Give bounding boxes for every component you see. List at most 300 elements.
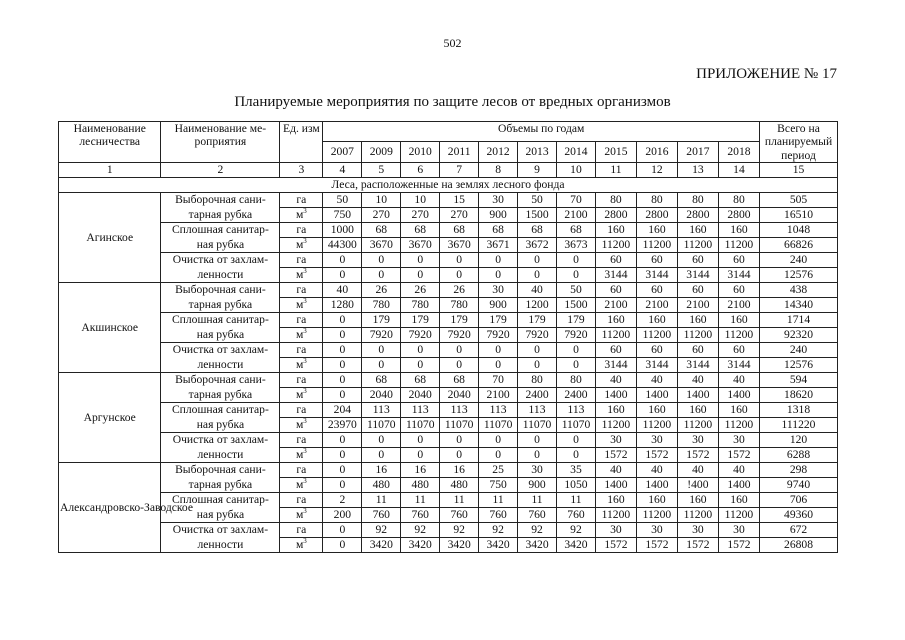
year-header: 2012: [479, 142, 518, 163]
value-cell: 760: [518, 507, 557, 522]
forestry-name: Акшинское: [59, 282, 161, 372]
value-cell: 0: [323, 537, 362, 552]
unit-cell: [280, 342, 323, 357]
cubic-superscript: 3: [303, 297, 307, 306]
value-cell: 113: [479, 402, 518, 417]
value-cell: 2: [323, 492, 362, 507]
protection-measures-table: [58, 121, 838, 553]
value-cell: 0: [518, 432, 557, 447]
cubic-superscript: 3: [303, 207, 307, 216]
total-cell: 12576: [760, 357, 838, 372]
column-number: 5: [362, 162, 401, 177]
value-cell: 0: [440, 357, 479, 372]
total-cell: 594: [760, 372, 838, 387]
unit-cell: [280, 237, 323, 252]
value-cell: 60: [595, 282, 636, 297]
activity-name: Сплошная санитар-: [161, 492, 280, 507]
header-activity: Наименование ме- роприятия: [161, 122, 280, 163]
value-cell: 0: [479, 357, 518, 372]
value-cell: 160: [636, 312, 677, 327]
value-cell: 160: [595, 312, 636, 327]
value-cell: 30: [518, 462, 557, 477]
value-cell: 113: [401, 402, 440, 417]
value-cell: 160: [677, 492, 718, 507]
value-cell: 0: [440, 252, 479, 267]
activity-name: Выборочная сани-: [161, 462, 280, 477]
value-cell: 3420: [440, 537, 479, 552]
table-row: [59, 267, 838, 282]
cubic-superscript: 3: [303, 327, 307, 336]
unit-text: га: [296, 433, 307, 447]
unit-cell: [280, 522, 323, 537]
value-cell: 50: [557, 282, 596, 297]
value-cell: 3670: [362, 237, 401, 252]
value-cell: 40: [677, 372, 718, 387]
value-cell: !400: [677, 477, 718, 492]
value-cell: 1400: [636, 477, 677, 492]
column-number: 14: [718, 162, 759, 177]
value-cell: 3673: [557, 237, 596, 252]
value-cell: 23970: [323, 417, 362, 432]
value-cell: 40: [518, 282, 557, 297]
value-cell: 11200: [636, 327, 677, 342]
table-row: [59, 462, 838, 477]
value-cell: 30: [636, 522, 677, 537]
value-cell: 2040: [362, 387, 401, 402]
unit-text: га: [296, 373, 307, 387]
value-cell: 113: [557, 402, 596, 417]
value-cell: 200: [323, 507, 362, 522]
value-cell: 2100: [557, 207, 596, 222]
value-cell: 16: [401, 462, 440, 477]
value-cell: 160: [677, 312, 718, 327]
value-cell: 0: [323, 312, 362, 327]
unit-text: м: [295, 508, 304, 522]
value-cell: 2800: [718, 207, 759, 222]
value-cell: 3672: [518, 237, 557, 252]
value-cell: 1400: [718, 387, 759, 402]
total-cell: 1048: [760, 222, 838, 237]
activity-name: Выборочная сани-: [161, 192, 280, 207]
value-cell: 40: [595, 372, 636, 387]
total-cell: 9740: [760, 477, 838, 492]
total-cell: 505: [760, 192, 838, 207]
forestry-name: Агинское: [59, 192, 161, 282]
header-forestry: Наименование лесничества: [59, 122, 161, 163]
value-cell: 16: [362, 462, 401, 477]
value-cell: 92: [518, 522, 557, 537]
total-cell: 240: [760, 342, 838, 357]
cubic-superscript: 3: [303, 387, 307, 396]
value-cell: 7920: [401, 327, 440, 342]
value-cell: 0: [401, 357, 440, 372]
total-cell: 111220: [760, 417, 838, 432]
activity-name: Сплошная санитар-: [161, 402, 280, 417]
activity-name: ленности: [161, 267, 280, 282]
value-cell: 7920: [440, 327, 479, 342]
unit-text: м: [295, 538, 304, 552]
value-cell: 35: [557, 462, 596, 477]
cubic-superscript: 3: [303, 537, 307, 546]
value-cell: 70: [479, 372, 518, 387]
value-cell: 160: [677, 402, 718, 417]
value-cell: 0: [518, 342, 557, 357]
value-cell: 11070: [479, 417, 518, 432]
unit-text: м: [295, 478, 304, 492]
column-number: 7: [440, 162, 479, 177]
value-cell: 160: [718, 492, 759, 507]
value-cell: 68: [479, 222, 518, 237]
activity-name: Выборочная сани-: [161, 282, 280, 297]
activity-name: ная рубка: [161, 507, 280, 522]
value-cell: 30: [636, 432, 677, 447]
value-cell: 160: [718, 312, 759, 327]
value-cell: 11200: [677, 327, 718, 342]
value-cell: 68: [440, 222, 479, 237]
value-cell: 11200: [677, 417, 718, 432]
column-number: 2: [161, 162, 280, 177]
value-cell: 0: [323, 327, 362, 342]
unit-text: м: [295, 448, 304, 462]
value-cell: 68: [557, 222, 596, 237]
unit-text: м: [295, 268, 304, 282]
value-cell: 40: [718, 372, 759, 387]
table-row: [59, 492, 838, 507]
table-row: [59, 192, 838, 207]
value-cell: 2100: [636, 297, 677, 312]
value-cell: 0: [401, 252, 440, 267]
unit-text: м: [295, 358, 304, 372]
value-cell: 68: [440, 372, 479, 387]
value-cell: 60: [636, 252, 677, 267]
value-cell: 68: [362, 222, 401, 237]
activity-name: тарная рубка: [161, 207, 280, 222]
value-cell: 40: [677, 462, 718, 477]
value-cell: 11200: [677, 507, 718, 522]
column-number: 10: [557, 162, 596, 177]
table-row: [59, 522, 838, 537]
cubic-superscript: 3: [303, 447, 307, 456]
value-cell: 11200: [636, 237, 677, 252]
value-cell: 92: [557, 522, 596, 537]
activity-name: Выборочная сани-: [161, 372, 280, 387]
value-cell: 40: [595, 462, 636, 477]
activity-name: Очистка от захлам-: [161, 252, 280, 267]
cubic-superscript: 3: [303, 417, 307, 426]
activity-name: Очистка от захлам-: [161, 522, 280, 537]
unit-cell: [280, 282, 323, 297]
value-cell: 30: [677, 432, 718, 447]
value-cell: 113: [362, 402, 401, 417]
value-cell: 2100: [718, 297, 759, 312]
value-cell: 3144: [595, 267, 636, 282]
value-cell: 160: [718, 222, 759, 237]
value-cell: 0: [479, 447, 518, 462]
value-cell: 160: [636, 492, 677, 507]
column-number: 13: [677, 162, 718, 177]
value-cell: 50: [323, 192, 362, 207]
value-cell: 0: [323, 447, 362, 462]
value-cell: 0: [362, 357, 401, 372]
value-cell: 0: [323, 387, 362, 402]
total-cell: 6288: [760, 447, 838, 462]
table-row: [59, 207, 838, 222]
value-cell: 1400: [718, 477, 759, 492]
value-cell: 760: [479, 507, 518, 522]
column-number: 6: [401, 162, 440, 177]
unit-cell: [280, 252, 323, 267]
value-cell: 2800: [595, 207, 636, 222]
unit-text: га: [296, 493, 307, 507]
value-cell: 11: [401, 492, 440, 507]
value-cell: 0: [440, 447, 479, 462]
table-row: [59, 342, 838, 357]
value-cell: 7920: [557, 327, 596, 342]
value-cell: 92: [479, 522, 518, 537]
value-cell: 25: [479, 462, 518, 477]
value-cell: 60: [677, 252, 718, 267]
value-cell: 1572: [677, 447, 718, 462]
value-cell: 270: [362, 207, 401, 222]
value-cell: 760: [362, 507, 401, 522]
value-cell: 1572: [595, 447, 636, 462]
value-cell: 0: [323, 372, 362, 387]
value-cell: 760: [440, 507, 479, 522]
value-cell: 0: [323, 432, 362, 447]
table-row: [59, 297, 838, 312]
value-cell: 2040: [401, 387, 440, 402]
header-volumes-by-year: Объемы по годам: [323, 122, 760, 142]
value-cell: 11200: [595, 327, 636, 342]
column-number: 3: [280, 162, 323, 177]
unit-cell: [280, 222, 323, 237]
page-number: 502: [443, 36, 462, 50]
table-row: [59, 417, 838, 432]
total-cell: 240: [760, 252, 838, 267]
value-cell: 2040: [440, 387, 479, 402]
value-cell: 0: [518, 252, 557, 267]
value-cell: 780: [362, 297, 401, 312]
year-header: 2017: [677, 142, 718, 163]
value-cell: 179: [518, 312, 557, 327]
value-cell: 0: [323, 252, 362, 267]
value-cell: 0: [323, 477, 362, 492]
value-cell: 1500: [518, 207, 557, 222]
value-cell: 80: [518, 372, 557, 387]
column-number: 15: [760, 162, 838, 177]
value-cell: 92: [362, 522, 401, 537]
value-cell: 1572: [718, 537, 759, 552]
value-cell: 80: [595, 192, 636, 207]
column-number: 9: [518, 162, 557, 177]
value-cell: 40: [636, 462, 677, 477]
value-cell: 0: [557, 252, 596, 267]
unit-cell: [280, 432, 323, 447]
value-cell: 7920: [362, 327, 401, 342]
table-row: [59, 327, 838, 342]
unit-cell: [280, 312, 323, 327]
header-total: Всего на планируемый период: [760, 122, 838, 163]
value-cell: 1400: [595, 387, 636, 402]
value-cell: 11070: [401, 417, 440, 432]
value-cell: 0: [557, 357, 596, 372]
value-cell: 3670: [440, 237, 479, 252]
activity-name: тарная рубка: [161, 297, 280, 312]
value-cell: 160: [636, 402, 677, 417]
value-cell: 0: [557, 447, 596, 462]
value-cell: 11070: [440, 417, 479, 432]
unit-text: га: [296, 283, 307, 297]
value-cell: 1572: [636, 447, 677, 462]
value-cell: 11200: [677, 237, 718, 252]
value-cell: 0: [362, 252, 401, 267]
value-cell: 3420: [401, 537, 440, 552]
value-cell: 0: [401, 342, 440, 357]
value-cell: 60: [718, 342, 759, 357]
total-cell: 49360: [760, 507, 838, 522]
year-header: 2010: [401, 142, 440, 163]
year-header: 2009: [362, 142, 401, 163]
value-cell: 11200: [718, 507, 759, 522]
value-cell: 15: [440, 192, 479, 207]
value-cell: 1200: [518, 297, 557, 312]
activity-name: тарная рубка: [161, 477, 280, 492]
unit-cell: [280, 477, 323, 492]
value-cell: 179: [557, 312, 596, 327]
activity-name: ная рубка: [161, 237, 280, 252]
value-cell: 1000: [323, 222, 362, 237]
value-cell: 2400: [518, 387, 557, 402]
activity-name: тарная рубка: [161, 387, 280, 402]
table-row: [59, 432, 838, 447]
value-cell: 2400: [557, 387, 596, 402]
value-cell: 113: [440, 402, 479, 417]
unit-text: м: [295, 238, 304, 252]
value-cell: 30: [479, 282, 518, 297]
total-cell: 672: [760, 522, 838, 537]
forestry-name: Александровско-Заводское: [59, 462, 161, 552]
value-cell: 3420: [557, 537, 596, 552]
value-cell: 11200: [636, 507, 677, 522]
value-cell: 0: [323, 522, 362, 537]
value-cell: 900: [479, 207, 518, 222]
value-cell: 1572: [718, 447, 759, 462]
value-cell: 26: [362, 282, 401, 297]
unit-text: га: [296, 343, 307, 357]
value-cell: 179: [479, 312, 518, 327]
activity-name: Сплошная санитар-: [161, 312, 280, 327]
value-cell: 113: [518, 402, 557, 417]
value-cell: 270: [440, 207, 479, 222]
value-cell: 16: [440, 462, 479, 477]
activity-name: ная рубка: [161, 417, 280, 432]
value-cell: 11070: [518, 417, 557, 432]
value-cell: 60: [636, 342, 677, 357]
value-cell: 50: [518, 192, 557, 207]
value-cell: 1572: [677, 537, 718, 552]
value-cell: 7920: [479, 327, 518, 342]
value-cell: 760: [401, 507, 440, 522]
unit-text: га: [296, 223, 307, 237]
value-cell: 3670: [401, 237, 440, 252]
value-cell: 780: [440, 297, 479, 312]
value-cell: 3144: [718, 267, 759, 282]
total-cell: 18620: [760, 387, 838, 402]
value-cell: 11200: [595, 507, 636, 522]
value-cell: 160: [677, 222, 718, 237]
unit-cell: [280, 192, 323, 207]
value-cell: 900: [518, 477, 557, 492]
value-cell: 179: [362, 312, 401, 327]
table-row: [59, 372, 838, 387]
value-cell: 11: [479, 492, 518, 507]
value-cell: 0: [362, 267, 401, 282]
value-cell: 11200: [718, 237, 759, 252]
value-cell: 3144: [677, 357, 718, 372]
value-cell: 0: [518, 447, 557, 462]
table-row: [59, 237, 838, 252]
value-cell: 2100: [677, 297, 718, 312]
value-cell: 0: [557, 267, 596, 282]
value-cell: 1400: [636, 387, 677, 402]
activity-name: ленности: [161, 537, 280, 552]
header-unit: Ед. изм: [280, 122, 323, 163]
value-cell: 0: [401, 432, 440, 447]
column-number: 8: [479, 162, 518, 177]
value-cell: 40: [636, 372, 677, 387]
unit-text: м: [295, 208, 304, 222]
total-cell: 26808: [760, 537, 838, 552]
cubic-superscript: 3: [303, 507, 307, 516]
unit-text: га: [296, 403, 307, 417]
value-cell: 0: [479, 432, 518, 447]
value-cell: 750: [323, 207, 362, 222]
value-cell: 30: [595, 522, 636, 537]
value-cell: 160: [636, 222, 677, 237]
unit-cell: [280, 372, 323, 387]
value-cell: 480: [362, 477, 401, 492]
value-cell: 480: [440, 477, 479, 492]
year-header: 2013: [518, 142, 557, 163]
value-cell: 80: [718, 192, 759, 207]
value-cell: 60: [677, 342, 718, 357]
value-cell: 0: [440, 342, 479, 357]
value-cell: 3144: [636, 267, 677, 282]
value-cell: 92: [401, 522, 440, 537]
value-cell: 26: [440, 282, 479, 297]
value-cell: 204: [323, 402, 362, 417]
value-cell: 3144: [677, 267, 718, 282]
column-number: 11: [595, 162, 636, 177]
value-cell: 40: [323, 282, 362, 297]
table-row: [59, 447, 838, 462]
value-cell: 160: [595, 492, 636, 507]
value-cell: 1050: [557, 477, 596, 492]
value-cell: 0: [518, 267, 557, 282]
table-row: [59, 537, 838, 552]
value-cell: 160: [718, 402, 759, 417]
value-cell: 179: [401, 312, 440, 327]
table-row: [59, 357, 838, 372]
total-cell: 16510: [760, 207, 838, 222]
unit-cell: [280, 507, 323, 522]
value-cell: 0: [323, 462, 362, 477]
unit-text: га: [296, 523, 307, 537]
value-cell: 92: [440, 522, 479, 537]
activity-name: ная рубка: [161, 327, 280, 342]
unit-cell: [280, 447, 323, 462]
value-cell: 1572: [636, 537, 677, 552]
